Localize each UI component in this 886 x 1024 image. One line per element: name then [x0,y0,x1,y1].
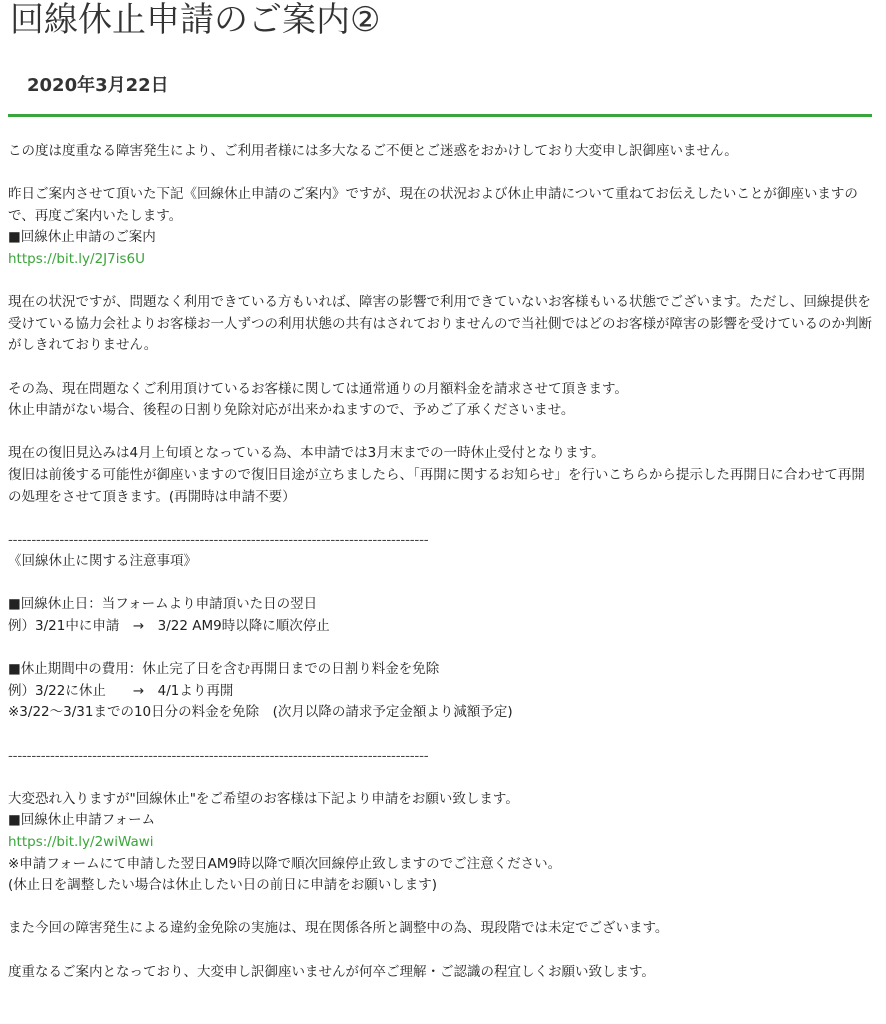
suspension-fee-note: ■休止期間中の費用：休止完了日を含む再開日までの日割り料金を免除 [8,661,440,678]
suspension-date-note: ■回線休止日：当フォームより申請頂いた日の翌日 [8,596,318,613]
application-form-link[interactable]: https://bit.ly/2wiWawi [8,834,154,850]
blank-line [8,271,876,293]
application-request-paragraph: 大変恐れ入りますが"回線休止"をご希望のお客様は下記より申請をお願い致します。 [8,790,519,807]
blank-line [8,724,876,746]
blank-line [8,357,876,379]
blank-line [8,767,876,789]
suspension-date-example: 例）3/21中に申請 → 3/22 AM9時以降に順次停止 [8,618,330,635]
notes-heading: 《回線休止に関する注意事項》 [8,553,197,570]
current-status-paragraph: 現在の状況ですが、問題なく利用できている方もいれば、障害の影響で利用できていないお客様もいる状態でございます。ただし、回線提供を受けている協力会社よりお客様お一人ずつの利用状態の共有はされておりませんので当社側ではどのお客様が障害の影響を受けているのか判断がしきれておりません。 [8,294,872,354]
blank-line [8,422,876,444]
blank-line [8,508,876,530]
apology-paragraph: この度は度重なる障害発生により、ご利用者様には多大なるご不便とご迷惑をおかけしており大変申し訳御座いません。 [8,143,738,159]
blank-line [8,573,876,595]
resumption-paragraph: 復旧は前後する可能性が御座いますので復旧目途が立ちましたら、「再開に関するお知らせ」を行いこちらから提示した再開日に合わせて再開の処理をさせて頂きます。(再開時は申請不要） [8,466,865,505]
post-date: 2020年3月22日 [27,75,169,96]
page-title: 回線休止申請のご案内② [10,0,381,40]
previous-notice-link[interactable]: https://bit.ly/2J7is6U [8,250,145,267]
closing-paragraph: 度重なるご案内となっており、大変申し訳御座いませんが何卒ご理解・ご認識の程宜しくお願い致します。 [8,963,655,980]
penalty-waiver-paragraph: また今回の障害発生による違約金免除の実施は、現在関係各所と調整中の為、現段階では未定でございます。 [8,920,669,937]
billing-paragraph: その為、現在問題なくご利用頂けているお客様に関しては通常通りの月額料金を請求させて頂きます。 [8,380,628,397]
suspension-fee-remark: ※3/22〜3/31までの10日分の料金を免除 (次月以降の請求予定金額より減額予定) [8,704,513,721]
blank-line [8,638,876,660]
separator-line: ------------------------------------------------------------------------------------------ [8,531,429,548]
no-application-paragraph: 休止申請がない場合、後程の日割り免除対応が出来かねますので、予めご了承くださいませ。 [8,402,575,419]
application-timing-note: (休止日を調整したい場合は休止したい日の前日に申請をお願いします) [8,877,438,894]
title-divider [8,114,872,117]
suspension-fee-example: 例）3/22に休止 → 4/1より再開 [8,682,234,699]
blank-line [8,163,876,185]
separator-line: ------------------------------------------------------------------------------------------ [8,747,429,764]
application-caution-note: ※申請フォームにて申請した翌日AM9時以降で順次回線停止致しますのでご注意ください。 [8,855,562,872]
recovery-estimate-paragraph: 現在の復旧見込みは4月上旬頃となっている為、本申請では3月末までの一時休止受付となります。 [8,445,605,462]
blank-line [8,940,876,962]
application-form-label: ■回線休止申請フォーム [8,812,156,829]
blank-line [8,897,876,919]
reintroduction-paragraph: 昨日ご案内させて頂いた下記《回線休止申請のご案内》ですが、現在の状況および休止申請について重ねてお伝えしたいことが御座いますので、再度ご案内いたします。 [8,186,858,224]
article-body [8,141,876,983]
previous-notice-label: ■回線休止申請のご案内 [8,229,156,246]
